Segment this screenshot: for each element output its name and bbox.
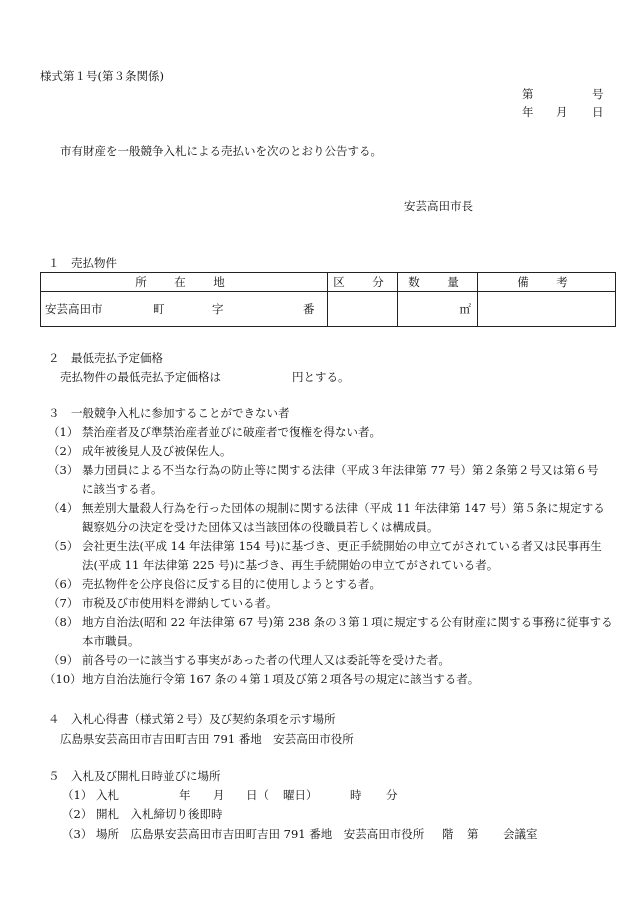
item-text: 成年被後見人及び被保佐人。 [82, 444, 232, 458]
bid-day: 日（ [246, 788, 269, 802]
section4-address: 広島県安芸高田市吉田町吉田 791 番地 安芸高田市役所 [60, 732, 354, 746]
bid-datetime-row [0, 787, 630, 805]
item-number: （1） [48, 425, 79, 439]
remarks-cell [478, 292, 616, 327]
item-number: （7） [48, 596, 79, 610]
venue-text: 場所 広島県安芸高田市吉田町吉田 791 番地 安芸高田市役所 [96, 827, 425, 841]
intro-text: 市有財産を一般競争入札による売払いを次のとおり公告する。 [60, 144, 382, 158]
item-text: に該当する者。 [82, 482, 163, 496]
item-number: （10） [44, 672, 82, 686]
item-text: 地方自治法施行令第 167 条の４第１項及び第２項各号の規定に該当する者。 [82, 672, 480, 686]
venue-row [0, 826, 630, 844]
opening-row [0, 806, 630, 824]
list-item-continuation [0, 633, 630, 651]
list-item-continuation [0, 519, 630, 537]
location-cell [41, 292, 328, 327]
section1-title: １ 売払物件 [48, 256, 117, 270]
bid-month: 月 [213, 788, 225, 802]
header-remarks: 備 考 [478, 273, 616, 292]
list-item [0, 424, 630, 442]
list-item-continuation [0, 557, 630, 575]
location-ban: 番 [303, 302, 315, 316]
item-text: 本市職員。 [82, 634, 140, 648]
location-town: 町 [153, 302, 165, 316]
date-day: 日 [592, 105, 604, 119]
item-number: （1） [62, 788, 93, 802]
issuer-name: 安芸高田市長 [404, 199, 473, 213]
item-number: （5） [48, 539, 79, 553]
doc-number-prefix: 第 [522, 87, 534, 101]
location-city: 安芸高田市 [45, 302, 103, 316]
list-item-continuation [0, 481, 630, 499]
quantity-unit: ㎡ [459, 302, 471, 316]
item-text: 市税及び市使用料を滞納している者。 [82, 596, 278, 610]
bid-year: 年 [179, 788, 191, 802]
section5-title: ５ 入札及び開札日時並びに場所 [48, 769, 221, 783]
item-text: 売払物件を公序良俗に反する目的に使用しようとする者。 [82, 577, 381, 591]
item-text: 暴力団員による不当な行為の防止等に関する法律（平成３年法律第 77 号）第２条第２号又は第６号 [82, 463, 599, 477]
venue-dai: 第 [467, 827, 479, 841]
list-item [0, 576, 630, 594]
item-text: 地方自治法(昭和 22 年法律第 67 号)第 238 条の３第１項に規定する公有財産に関する事務に従事する [82, 615, 613, 629]
bid-weekday: 曜日） [283, 788, 318, 802]
item-text: 無差別大量殺人行為を行った団体の規制に関する法律（平成 11 年法律第 147 号）第５条に規定する [82, 501, 605, 515]
quantity-cell [398, 292, 478, 327]
list-item [0, 671, 630, 689]
item-number: （2） [62, 807, 93, 821]
item-text: 法(平成 11 年法律第 225 号)に基づき、再生手続開始の申立てがされている者。 [82, 558, 499, 572]
item-number: （4） [48, 501, 79, 515]
section3-title: ３ 一般競争入札に参加することができない者 [48, 406, 290, 420]
list-item [0, 443, 630, 461]
item-text: 観察処分の決定を受けた団体又は当該団体の役職員若しくは構成員。 [82, 520, 439, 534]
doc-number-suffix: 号 [592, 87, 604, 101]
header-category: 区 分 [328, 273, 398, 292]
list-item [0, 538, 630, 556]
bid-hour: 時 [350, 788, 362, 802]
list-item [0, 595, 630, 613]
list-item [0, 614, 630, 632]
date-year: 年 [522, 105, 534, 119]
header-location: 所 在 地 [41, 273, 328, 292]
bid-minute: 分 [386, 788, 398, 802]
section4-title: ４ 入札心得書（様式第２号）及び契約条項を示す場所 [48, 712, 336, 726]
min-price-label: 売払物件の最低売払予定価格は [60, 370, 221, 384]
item-number: （9） [48, 653, 79, 667]
list-item [0, 652, 630, 670]
form-label: 様式第１号(第３条関係) [40, 69, 164, 83]
date-month: 月 [556, 105, 568, 119]
list-item [0, 500, 630, 518]
location-aza: 字 [212, 302, 224, 316]
item-number: （8） [48, 615, 79, 629]
opening-text: 開札 入札締切り後即時 [96, 807, 223, 821]
venue-floor: 階 [442, 827, 454, 841]
property-table [40, 272, 616, 327]
item-text: 禁治産者及び準禁治産者並びに破産者で復権を得ない者。 [82, 425, 381, 439]
category-cell [328, 292, 398, 327]
header-quantity: 数 量 [398, 273, 478, 292]
list-item [0, 462, 630, 480]
item-number: （6） [48, 577, 79, 591]
item-number: （3） [62, 827, 93, 841]
item-number: （2） [48, 444, 79, 458]
min-price-suffix: 円とする。 [292, 370, 350, 384]
bid-label: 入札 [96, 788, 119, 802]
property-table-header [41, 273, 616, 292]
item-text: 会社更生法(平成 14 年法律第 154 号)に基づき、更正手続開始の申立てがされている者又は民事再生 [82, 539, 602, 553]
item-number: （3） [48, 463, 79, 477]
property-table-row [41, 292, 616, 327]
section2-title: ２ 最低売払予定価格 [48, 351, 163, 365]
venue-room: 会議室 [503, 827, 538, 841]
item-text: 前各号の一に該当する事実があった者の代理人又は委託等を受けた者。 [82, 653, 450, 667]
